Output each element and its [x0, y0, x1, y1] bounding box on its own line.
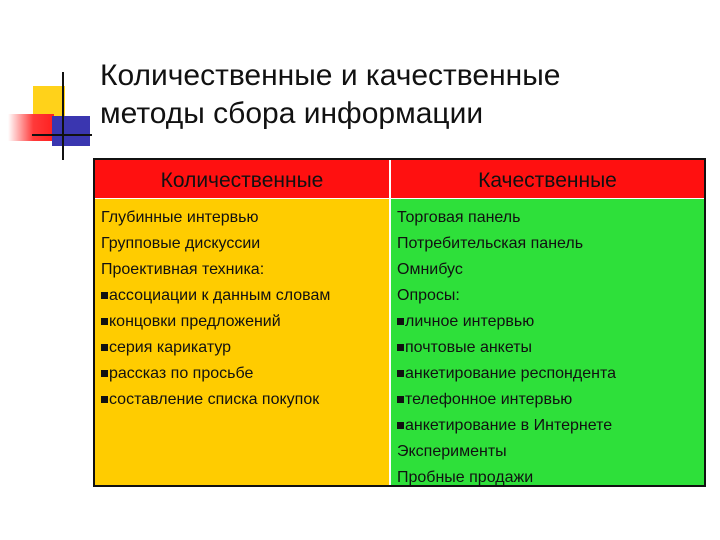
quantitative-list-item — [101, 205, 389, 231]
qualitative-list-item-text: личное интервью — [405, 313, 535, 330]
header-qualitative: Качественные — [391, 160, 704, 198]
slide-title-line-1: Количественные и качественные — [100, 59, 561, 92]
qualitative-list-item-text: Опросы: — [397, 287, 460, 304]
qualitative-list-item — [397, 309, 704, 335]
qualitative-list-item — [397, 257, 704, 283]
qualitative-list-item — [397, 361, 704, 387]
square-bullet-icon — [397, 422, 404, 429]
qualitative-list-item-text: Эксперименты — [397, 443, 507, 460]
blue-square-icon — [52, 116, 90, 146]
qualitative-list-item-text: Омнибус — [397, 261, 463, 278]
quantitative-list-item-text: Проективная техника: — [101, 261, 265, 278]
red-bar-icon — [8, 114, 54, 141]
square-bullet-icon — [101, 292, 108, 299]
qualitative-list-item-text: телефонное интервью — [405, 391, 573, 408]
quantitative-list-item-text: Групповые дискуссии — [101, 235, 261, 252]
qualitative-list-item — [397, 413, 704, 439]
quantitative-list-item — [101, 283, 389, 309]
qualitative-list-item-text: анкетирование респондента — [405, 365, 616, 382]
qualitative-list-item-text: почтовые анкеты — [405, 339, 533, 356]
qualitative-column — [391, 198, 704, 485]
quantitative-list-item-text: Глубинные интервью — [101, 209, 259, 226]
quantitative-list-item — [101, 231, 389, 257]
qualitative-list-item — [397, 205, 704, 231]
qualitative-list-item-text: анкетирование в Интернете — [405, 417, 613, 434]
vertical-rule-icon — [62, 72, 64, 160]
yellow-square-icon — [33, 86, 65, 116]
quantitative-list-item — [101, 335, 389, 361]
slide-title — [100, 57, 700, 133]
quantitative-list-item-text: составление списка покупок — [109, 391, 320, 408]
quantitative-list-item-text: рассказ по просьбе — [109, 365, 254, 382]
horizontal-rule-icon — [32, 134, 92, 136]
square-bullet-icon — [101, 370, 108, 377]
square-bullet-icon — [397, 396, 404, 403]
quantitative-list-item — [101, 361, 389, 387]
quantitative-list-item — [101, 387, 389, 413]
qualitative-list-item-text: Потребительская панель — [397, 235, 584, 252]
quantitative-list-item-text: концовки предложений — [109, 313, 281, 330]
qualitative-list-item — [397, 387, 704, 413]
header-quantitative: Количественные — [95, 160, 390, 198]
square-bullet-icon — [101, 318, 108, 325]
square-bullet-icon — [101, 396, 108, 403]
qualitative-list-item — [397, 335, 704, 361]
quantitative-list-item-text: ассоциации к данным словам — [109, 287, 331, 304]
slide-title-line-2: методы сбора информации — [100, 97, 484, 130]
qualitative-list-item-text: Торговая панель — [397, 209, 521, 226]
quantitative-list-item — [101, 309, 389, 335]
qualitative-list-item — [397, 283, 704, 309]
qualitative-list-item — [397, 231, 704, 257]
square-bullet-icon — [397, 370, 404, 377]
quantitative-list-item-text: серия карикатур — [109, 339, 232, 356]
methods-table — [93, 158, 706, 487]
qualitative-list-item-text: Пробные продажи — [397, 469, 534, 486]
qualitative-list-item — [397, 465, 704, 491]
square-bullet-icon — [397, 318, 404, 325]
qualitative-list-item — [397, 439, 704, 465]
quantitative-column — [95, 198, 390, 485]
square-bullet-icon — [101, 344, 108, 351]
quantitative-list-item — [101, 257, 389, 283]
square-bullet-icon — [397, 344, 404, 351]
